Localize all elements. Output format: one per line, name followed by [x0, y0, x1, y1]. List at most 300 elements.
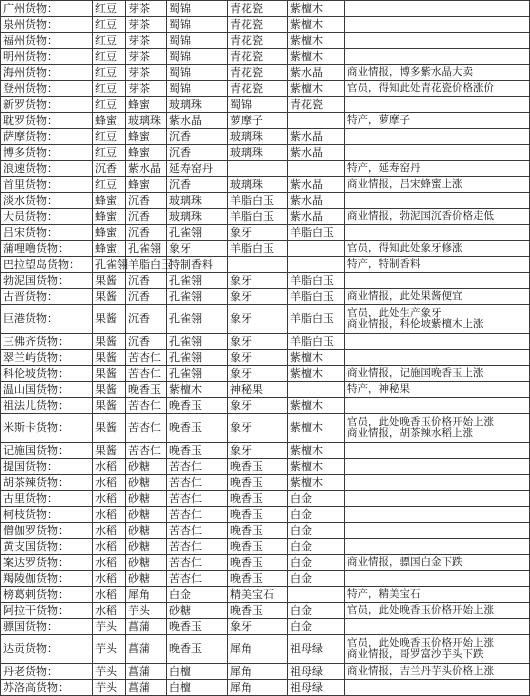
note-cell	[345, 161, 530, 177]
table-row	[1, 523, 530, 539]
goods-cell: 象牙	[228, 366, 288, 382]
port-name-cell: 巴拉望岛货物：	[1, 257, 93, 273]
goods-cell: 水稻	[93, 555, 126, 571]
note-cell	[345, 49, 530, 65]
port-name-cell: 萨摩货物：	[1, 129, 93, 145]
goods-cell: 芽茶	[126, 81, 167, 97]
table-row	[1, 305, 530, 334]
note-cell	[345, 350, 530, 366]
port-name-cell: 苏洛高货物：	[1, 680, 93, 696]
note-line: 商业情报，吉兰丹芋头价格上涨	[347, 665, 494, 677]
goods-cell: 青花瓷	[288, 97, 345, 113]
goods-cell: 白金	[288, 507, 345, 523]
goods-cell: 羊脂白玉	[288, 289, 345, 305]
goods-cell: 孔雀翎	[167, 273, 228, 289]
goods-cell: 蜀锦	[167, 49, 228, 65]
goods-cell: 果酱	[93, 414, 126, 443]
port-name-cell: 骠国货物：	[1, 619, 93, 635]
port-name-cell: 祖法儿货物：	[1, 398, 93, 414]
goods-cell: 象牙	[228, 350, 288, 366]
port-name-cell: 丹老货物：	[1, 664, 93, 680]
goods-cell: 砂糖	[126, 507, 167, 523]
goods-cell: 青花瓷	[228, 81, 288, 97]
goods-cell: 紫檀木	[288, 1, 345, 17]
note-cell	[345, 145, 530, 161]
goods-cell: 蜂蜜	[126, 145, 167, 161]
port-name-cell: 博多货物：	[1, 145, 93, 161]
goods-cell: 菖蒲	[126, 635, 167, 664]
goods-cell: 青花瓷	[228, 65, 288, 81]
goods-cell: 红豆	[93, 17, 126, 33]
port-name-cell: 海州货物：	[1, 65, 93, 81]
goods-cell: 孔雀翎	[126, 241, 167, 257]
port-name-cell: 淡水货物：	[1, 193, 93, 209]
table-row	[1, 398, 530, 414]
goods-cell	[228, 161, 288, 177]
goods-cell: 砂糖	[167, 603, 228, 619]
note-cell	[345, 664, 530, 680]
goods-cell: 果酱	[93, 289, 126, 305]
table-row	[1, 81, 530, 97]
note-cell	[345, 305, 530, 334]
goods-cell: 晚香玉	[228, 459, 288, 475]
goods-cell: 沉香	[126, 305, 167, 334]
port-name-cell: 黄支国货物：	[1, 539, 93, 555]
note-line: 商业情报，此处果酱便宜	[347, 290, 463, 302]
goods-cell	[288, 587, 345, 603]
goods-cell: 芋头	[93, 619, 126, 635]
port-name-cell: 吕宋货物：	[1, 225, 93, 241]
goods-cell: 白金	[288, 491, 345, 507]
goods-cell: 青花瓷	[228, 1, 288, 17]
goods-cell: 萝摩子	[228, 113, 288, 129]
goods-cell: 特制香料	[167, 257, 228, 273]
note-cell	[345, 443, 530, 459]
goods-cell: 苦杏仁	[167, 491, 228, 507]
goods-cell: 水稻	[93, 491, 126, 507]
goods-cell: 紫檀木	[288, 443, 345, 459]
table-row	[1, 475, 530, 491]
table-row	[1, 459, 530, 475]
note-cell	[345, 81, 530, 97]
table-row	[1, 177, 530, 193]
goods-cell: 芋头	[93, 680, 126, 696]
note-cell	[345, 635, 530, 664]
goods-cell: 象牙	[228, 289, 288, 305]
goods-cell: 白金	[288, 619, 345, 635]
goods-cell: 晚香玉	[167, 443, 228, 459]
table-row	[1, 680, 530, 696]
note-cell	[345, 571, 530, 587]
goods-cell: 水稻	[93, 603, 126, 619]
goods-cell: 羊脂白玉	[288, 273, 345, 289]
goods-cell: 沉香	[126, 334, 167, 350]
goods-cell: 芋头	[126, 603, 167, 619]
goods-cell: 象牙	[228, 398, 288, 414]
port-name-cell: 记施国货物：	[1, 443, 93, 459]
goods-cell: 紫檀木	[288, 459, 345, 475]
note-line: 商业情报，记施国晚香玉上涨	[347, 367, 484, 379]
port-name-cell: 耽罗货物：	[1, 113, 93, 129]
goods-cell: 蜀锦	[228, 97, 288, 113]
goods-cell: 水稻	[93, 571, 126, 587]
goods-cell: 白檀	[167, 664, 228, 680]
goods-cell: 紫檀木	[288, 350, 345, 366]
goods-cell: 紫檀木	[288, 366, 345, 382]
goods-cell: 犀角	[228, 635, 288, 664]
goods-cell: 芋头	[93, 664, 126, 680]
note-cell	[345, 177, 530, 193]
port-name-cell: 巨港货物：	[1, 305, 93, 334]
note-line: 特产，神秘果	[347, 383, 410, 395]
goods-cell: 紫水晶	[288, 145, 345, 161]
goods-cell: 芋头	[93, 635, 126, 664]
goods-cell: 孔雀翎	[167, 225, 228, 241]
goods-cell: 孔雀翎	[167, 334, 228, 350]
note-line: 商业情报，博多紫水晶大卖	[347, 66, 473, 78]
port-name-cell: 达贡货物：	[1, 635, 93, 664]
goods-cell: 苦杏仁	[167, 523, 228, 539]
goods-cell: 玻璃珠	[126, 113, 167, 129]
note-cell	[345, 113, 530, 129]
note-cell	[345, 366, 530, 382]
goods-cell: 孔雀翎	[167, 350, 228, 366]
port-name-cell: 案达罗货物：	[1, 555, 93, 571]
goods-cell: 晚香玉	[228, 539, 288, 555]
goods-cell: 孔雀翎	[167, 366, 228, 382]
note-line: 特产，精美宝石	[347, 588, 421, 600]
goods-cell: 沉香	[126, 273, 167, 289]
goods-cell: 蜂蜜	[93, 193, 126, 209]
goods-cell: 红豆	[93, 33, 126, 49]
goods-cell: 苦杏仁	[167, 539, 228, 555]
goods-cell: 蜀锦	[167, 65, 228, 81]
port-name-cell: 登州货物：	[1, 81, 93, 97]
goods-cell: 红豆	[93, 129, 126, 145]
table-row	[1, 443, 530, 459]
note-line: 官员，此处生产象牙	[347, 307, 442, 319]
port-name-cell: 柯枝货物：	[1, 507, 93, 523]
table-row	[1, 129, 530, 145]
goods-cell: 苦杏仁	[167, 459, 228, 475]
goods-cell: 果酱	[93, 334, 126, 350]
goods-cell: 紫檀木	[288, 398, 345, 414]
goods-cell: 白金	[288, 555, 345, 571]
note-line: 特产，特制香料	[347, 258, 421, 270]
goods-cell: 苦杏仁	[167, 571, 228, 587]
table-row	[1, 161, 530, 177]
table-row	[1, 193, 530, 209]
port-name-cell: 提国货物：	[1, 459, 93, 475]
goods-cell: 水稻	[93, 507, 126, 523]
goods-cell: 果酱	[93, 443, 126, 459]
goods-cell: 玻璃珠	[167, 193, 228, 209]
goods-cell: 沉香	[167, 177, 228, 193]
port-name-cell: 蒲哩噜货物：	[1, 241, 93, 257]
goods-cell: 蜀锦	[167, 33, 228, 49]
goods-cell: 精美宝石	[228, 587, 288, 603]
note-line: 商业情报，哥罗富沙芋头下跌	[347, 648, 484, 660]
note-cell	[345, 459, 530, 475]
note-line: 官员，得知此处青花瓷价格涨价	[347, 82, 494, 94]
goods-cell: 沉香	[167, 129, 228, 145]
goods-cell: 沉香	[126, 289, 167, 305]
goods-cell: 紫水晶	[126, 161, 167, 177]
goods-cell: 晚香玉	[167, 414, 228, 443]
table-row	[1, 603, 530, 619]
goods-cell: 沉香	[126, 225, 167, 241]
goods-cell: 紫檀木	[288, 17, 345, 33]
goods-cell: 晚香玉	[228, 555, 288, 571]
goods-cell: 苦杏仁	[167, 475, 228, 491]
port-name-cell: 首里货物：	[1, 177, 93, 193]
goods-cell	[288, 382, 345, 398]
note-cell	[345, 334, 530, 350]
note-cell	[345, 382, 530, 398]
goods-cell: 红豆	[93, 81, 126, 97]
note-cell	[345, 587, 530, 603]
table-row	[1, 49, 530, 65]
table-row	[1, 350, 530, 366]
goods-cell: 苦杏仁	[167, 507, 228, 523]
goods-cell: 沉香	[93, 161, 126, 177]
note-line: 商业情报，吕宋蜂蜜上涨	[347, 178, 463, 190]
goods-cell: 沉香	[167, 145, 228, 161]
table-row	[1, 366, 530, 382]
goods-cell: 蜂蜜	[126, 129, 167, 145]
goods-cell: 砂糖	[126, 475, 167, 491]
goods-cell: 果酱	[93, 382, 126, 398]
table-row	[1, 414, 530, 443]
port-name-cell: 古里货物：	[1, 491, 93, 507]
table-row	[1, 1, 530, 17]
table-row	[1, 382, 530, 398]
goods-cell: 羊脂白玉	[288, 334, 345, 350]
goods-cell	[288, 161, 345, 177]
note-cell	[345, 523, 530, 539]
goods-cell: 水稻	[93, 587, 126, 603]
port-name-cell: 大员货物：	[1, 209, 93, 225]
goods-cell: 菖蒲	[126, 619, 167, 635]
goods-cell: 果酱	[93, 398, 126, 414]
goods-cell: 砂糖	[126, 491, 167, 507]
note-cell	[345, 129, 530, 145]
goods-cell: 羊脂白玉	[126, 257, 167, 273]
goods-cell: 砂糖	[126, 523, 167, 539]
goods-cell: 砂糖	[126, 539, 167, 555]
port-name-cell: 勃泥国货物：	[1, 273, 93, 289]
goods-cell: 蜀锦	[167, 1, 228, 17]
port-name-cell: 福州货物：	[1, 33, 93, 49]
note-line: 商业情报，勃泥国沉香价格走低	[347, 210, 494, 222]
goods-cell: 白金	[288, 571, 345, 587]
port-name-cell: 浪速货物：	[1, 161, 93, 177]
goods-cell: 紫檀木	[288, 475, 345, 491]
goods-cell: 玻璃珠	[228, 177, 288, 193]
note-cell	[345, 680, 530, 696]
note-cell	[345, 1, 530, 17]
goods-cell: 玻璃珠	[228, 145, 288, 161]
goods-cell: 白金	[288, 539, 345, 555]
goods-cell	[288, 257, 345, 273]
goods-cell: 紫水晶	[288, 65, 345, 81]
goods-cell: 晚香玉	[167, 635, 228, 664]
table-row	[1, 273, 530, 289]
goods-cell: 菖蒲	[126, 680, 167, 696]
goods-cell: 孔雀翎	[167, 289, 228, 305]
note-cell	[345, 193, 530, 209]
note-line: 官员，得知此处象牙修涨	[347, 242, 463, 254]
goods-cell: 孔雀翎	[167, 305, 228, 334]
port-name-cell: 新罗货物：	[1, 97, 93, 113]
goods-cell: 苦杏仁	[126, 350, 167, 366]
table-row	[1, 257, 530, 273]
port-name-cell: 泉州货物：	[1, 17, 93, 33]
goods-cell: 果酱	[93, 350, 126, 366]
note-cell	[345, 475, 530, 491]
port-name-cell: 温山国货物：	[1, 382, 93, 398]
note-cell	[345, 65, 530, 81]
port-name-cell: 广州货物：	[1, 1, 93, 17]
note-line: 商业情报，胡茶辣水稻上涨	[347, 427, 473, 439]
goods-cell: 蜀锦	[167, 17, 228, 33]
goods-cell: 象牙	[228, 225, 288, 241]
goods-cell: 象牙	[228, 414, 288, 443]
goods-cell: 芽茶	[126, 65, 167, 81]
goods-cell: 晚香玉	[228, 523, 288, 539]
goods-cell: 芽茶	[126, 33, 167, 49]
table-row	[1, 664, 530, 680]
goods-cell: 晚香玉	[228, 475, 288, 491]
goods-cell: 青花瓷	[228, 33, 288, 49]
port-name-cell: 榜葛剌货物：	[1, 587, 93, 603]
goods-cell: 紫水晶	[288, 177, 345, 193]
port-name-cell: 三佛齐货物：	[1, 334, 93, 350]
goods-cell: 紫檀木	[288, 414, 345, 443]
goods-cell: 祖母绿	[288, 664, 345, 680]
goods-cell: 红豆	[93, 177, 126, 193]
goods-cell: 果酱	[93, 273, 126, 289]
port-name-cell: 古晋货物：	[1, 289, 93, 305]
goods-cell: 玻璃珠	[167, 97, 228, 113]
note-cell	[345, 257, 530, 273]
port-name-cell: 阿拉干货物：	[1, 603, 93, 619]
note-cell	[345, 17, 530, 33]
goods-cell: 紫水晶	[288, 193, 345, 209]
goods-cell: 晚香玉	[228, 603, 288, 619]
note-line: 官员，此处晚香玉价格开始上涨	[347, 637, 494, 649]
goods-cell: 紫檀木	[288, 49, 345, 65]
note-cell	[345, 273, 530, 289]
goods-cell: 沉香	[126, 209, 167, 225]
goods-cell	[288, 113, 345, 129]
port-name-cell: 羯陵伽货物：	[1, 571, 93, 587]
table-row	[1, 635, 530, 664]
goods-cell: 白金	[288, 523, 345, 539]
goods-cell: 紫檀木	[167, 382, 228, 398]
note-line: 官员，此处晚香玉价格开始上涨	[347, 416, 494, 428]
table-row	[1, 17, 530, 33]
goods-cell	[288, 241, 345, 257]
goods-cell: 象牙	[228, 273, 288, 289]
goods-cell: 果酱	[93, 305, 126, 334]
goods-cell: 芽茶	[126, 49, 167, 65]
table-row	[1, 507, 530, 523]
table-row	[1, 334, 530, 350]
note-cell	[345, 491, 530, 507]
goods-cell: 晚香玉	[228, 507, 288, 523]
goods-cell: 果酱	[93, 366, 126, 382]
goods-cell: 晚香玉	[228, 491, 288, 507]
table-row	[1, 113, 530, 129]
goods-cell: 祖母绿	[288, 635, 345, 664]
table-row	[1, 97, 530, 113]
table-row	[1, 555, 530, 571]
note-line: 特产，萝摩子	[347, 114, 410, 126]
goods-cell: 晚香玉	[126, 382, 167, 398]
goods-cell: 象牙	[228, 305, 288, 334]
goods-cell: 红豆	[93, 65, 126, 81]
goods-cell: 苦杏仁	[167, 555, 228, 571]
goods-cell: 晚香玉	[167, 398, 228, 414]
goods-cell: 白金	[288, 603, 345, 619]
note-cell	[345, 225, 530, 241]
port-name-cell: 胡茶辣货物：	[1, 475, 93, 491]
goods-cell: 晚香玉	[228, 571, 288, 587]
goods-cell: 神秘果	[228, 382, 288, 398]
goods-cell: 犀角	[228, 664, 288, 680]
goods-cell: 蜀锦	[167, 81, 228, 97]
table-row	[1, 289, 530, 305]
note-cell	[345, 33, 530, 49]
goods-cell: 芽茶	[126, 1, 167, 17]
note-cell	[345, 603, 530, 619]
table-row	[1, 33, 530, 49]
goods-cell: 羊脂白玉	[228, 209, 288, 225]
goods-cell: 红豆	[93, 49, 126, 65]
note-cell	[345, 209, 530, 225]
goods-cell: 犀角	[126, 587, 167, 603]
goods-cell: 红豆	[93, 145, 126, 161]
goods-cell: 青花瓷	[228, 49, 288, 65]
note-line: 特产，延寿窑丹	[347, 162, 421, 174]
goods-cell: 玻璃珠	[167, 209, 228, 225]
table-row	[1, 587, 530, 603]
note-line: 商业情报，科伦坡紫檀木上涨	[347, 318, 484, 330]
table-row	[1, 225, 530, 241]
note-cell	[345, 539, 530, 555]
table-row	[1, 571, 530, 587]
goods-cell: 砂糖	[126, 459, 167, 475]
note-cell	[345, 241, 530, 257]
goods-cell: 犀角	[228, 680, 288, 696]
table-row	[1, 491, 530, 507]
goods-cell: 芽茶	[126, 17, 167, 33]
goods-cell: 羊脂白玉	[288, 305, 345, 334]
table-row	[1, 241, 530, 257]
port-name-cell: 翠兰屿货物：	[1, 350, 93, 366]
goods-cell: 水稻	[93, 523, 126, 539]
goods-cell: 象牙	[228, 443, 288, 459]
goods-cell: 水稻	[93, 459, 126, 475]
goods-cell: 祖母绿	[288, 680, 345, 696]
goods-cell	[228, 257, 288, 273]
goods-cell: 蜂蜜	[126, 97, 167, 113]
goods-cell: 延寿窑丹	[167, 161, 228, 177]
goods-cell: 水稻	[93, 475, 126, 491]
note-cell	[345, 398, 530, 414]
goods-cell: 羊脂白玉	[288, 225, 345, 241]
